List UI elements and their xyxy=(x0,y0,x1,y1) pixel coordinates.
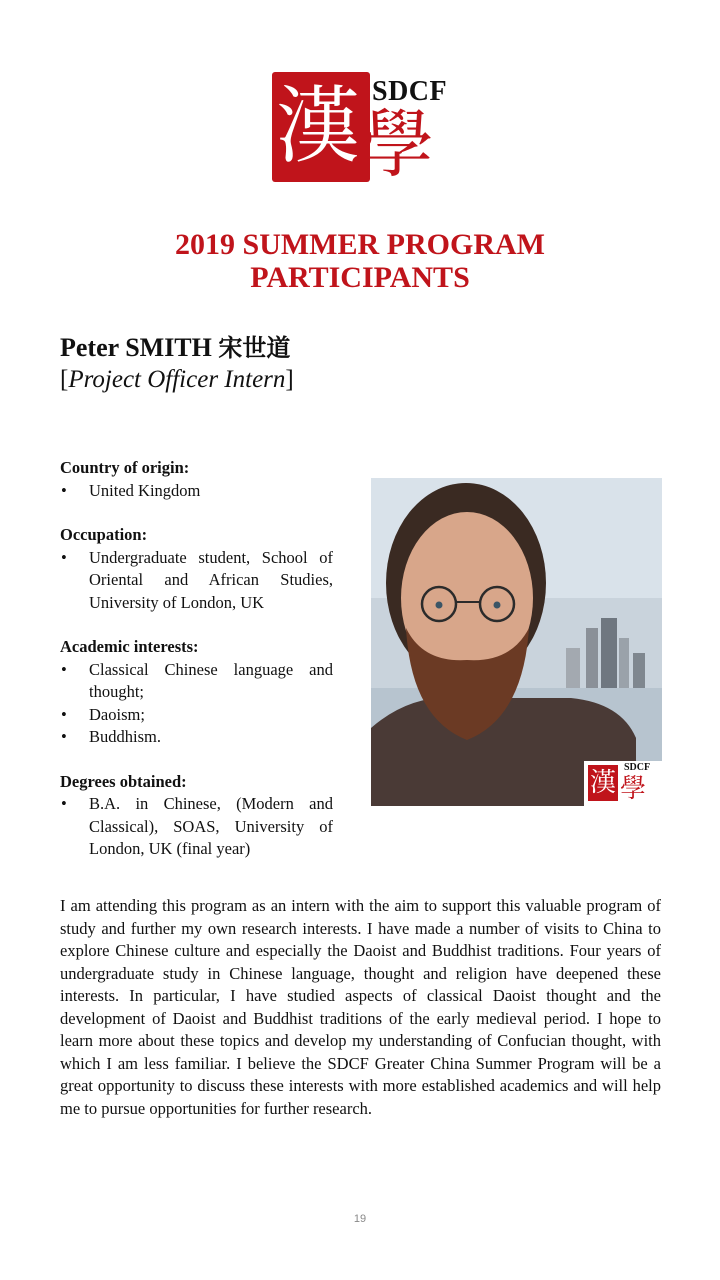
list-item: • Buddhism. xyxy=(60,726,333,749)
list-item: • Daoism; xyxy=(60,704,333,727)
page-number: 19 xyxy=(353,1213,367,1225)
participant-photo xyxy=(371,478,662,806)
list-item: • United Kingdom xyxy=(60,480,333,503)
interests-label: Academic interests: xyxy=(60,637,199,656)
mini-logo-brand: SDCF xyxy=(624,762,651,773)
participant-chinese-name: 宋世道 xyxy=(218,334,291,362)
logo-brand-text: SDCF xyxy=(372,76,448,107)
role-text: Project Officer Intern xyxy=(68,366,286,393)
interests-list xyxy=(60,659,333,749)
occupation-list xyxy=(60,547,333,615)
list-item: • B.A. in Chinese, (Modern and Classical), SOAS, University of London, UK (final year) xyxy=(60,793,333,861)
photo-watermark-logo xyxy=(584,761,662,806)
page-heading xyxy=(0,228,720,294)
heading-line-1: 2019 SUMMER PROGRAM xyxy=(175,228,545,261)
role-close-bracket: ] xyxy=(285,366,294,393)
list-item: • Classical Chinese language and thought; xyxy=(60,659,333,704)
participant-role xyxy=(60,366,294,394)
role-open-bracket: [ xyxy=(60,366,69,393)
participant-bio: I am attending this program as an intern with the aim to support this valuable program of study and further my own research interests. I have made a number of visits to China to explore Chinese culture and especially the Daoist and Buddhist traditions. Four years of undergraduate study in Chinese language, thought and religion have deepened these interests. In particular, I have studied aspects of classical Daoist thought and the development of Daoist and Buddhist traditions of the early medieval period. I hope to learn more about these topics and develop my understanding of Confucian thought, with which I am less familiar. I believe the SDCF Greater China Summer Program will be a great opportunity to discuss these interests with more established academics and will help me to pursue opportunities for further research. xyxy=(60,896,661,1118)
heading-line-2: PARTICIPANTS xyxy=(250,261,470,294)
mini-logo-seal: 漢 xyxy=(588,765,618,801)
participant-english-name: Peter SMITH xyxy=(60,333,212,362)
occupation-label: Occupation: xyxy=(60,525,148,544)
degrees-list xyxy=(60,793,333,861)
country-list xyxy=(60,480,333,503)
logo-glyph-xue: 學 xyxy=(360,102,434,188)
portrait-illustration xyxy=(371,478,662,806)
list-item: • Undergraduate student, School of Oriental and African Studies, University of London, UK xyxy=(60,547,333,615)
logo-glyph-han: 漢 xyxy=(276,77,361,175)
sdcf-logo xyxy=(272,70,452,196)
participant-info xyxy=(60,457,333,883)
participant-name xyxy=(60,328,290,363)
degrees-label: Degrees obtained: xyxy=(60,771,187,791)
country-label: Country of origin: xyxy=(60,458,190,477)
mini-logo-glyph: 學 xyxy=(620,774,647,804)
